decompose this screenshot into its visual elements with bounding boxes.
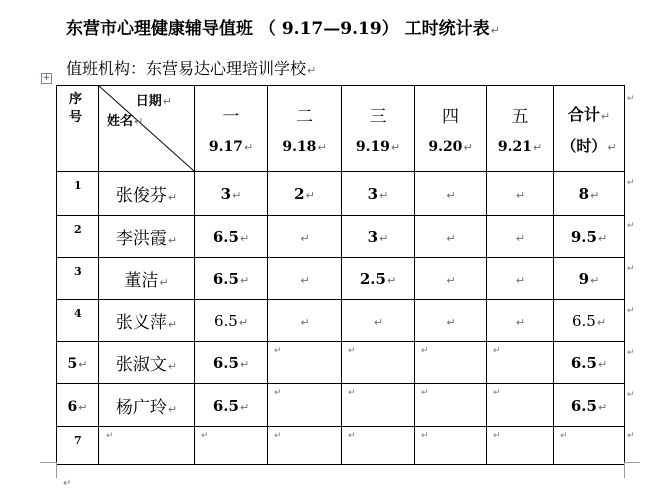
hours-cell: 6.5↵: [195, 216, 268, 258]
hours-value: 6.5: [212, 270, 239, 288]
total-header-label: 合计↵: [567, 104, 611, 124]
hours-cell: ↵: [342, 384, 415, 427]
row-number: 6: [67, 398, 78, 415]
hours-cell: 6.5↵: [195, 342, 268, 384]
total-cell: 9↵: [554, 258, 625, 300]
table-row: [57, 342, 625, 384]
row-end-mark: ↵: [627, 390, 635, 400]
hours-cell: 3↵: [342, 216, 415, 258]
hours-cell: ↵: [415, 172, 487, 216]
name-cell: 张义萍↵: [99, 300, 195, 342]
total-value: 8: [578, 185, 590, 203]
staff-name: 杨广玲: [115, 397, 167, 418]
staff-name: 张义萍: [115, 313, 167, 333]
seq-cell: [57, 216, 99, 258]
hours-cell: 3↵: [195, 172, 268, 216]
row-end-mark: ↵: [627, 178, 635, 188]
hours-cell: 2.5↵: [342, 258, 415, 300]
name-cell: 张俊芬↵: [99, 172, 195, 216]
seq-cell: [57, 427, 99, 465]
header-day-3: [342, 86, 415, 172]
header-day-1: [195, 86, 268, 172]
row-end-mark: ↵: [627, 221, 635, 231]
hours-cell: ↵: [487, 258, 554, 300]
hours-cell: 2↵: [268, 172, 342, 216]
total-cell: 6.5↵: [554, 384, 625, 427]
seq-cell: [57, 300, 99, 342]
table-row: [57, 258, 625, 300]
document-title: 东营市心理健康辅导值班 （ 9.17—9.19） 工时统计表↵: [66, 19, 500, 39]
crop-mark: [40, 462, 56, 463]
hours-cell: ↵: [268, 384, 342, 427]
hours-cell: ↵: [268, 342, 342, 384]
date-axis-label: 日期↵: [135, 94, 172, 109]
hours-cell: ↵: [268, 300, 342, 342]
hours-cell: ↵: [487, 342, 554, 384]
row-number: 4: [74, 307, 82, 320]
hours-value: 6.5: [212, 228, 239, 246]
staff-name: 张俊芬: [115, 186, 167, 206]
table-row: [57, 384, 625, 427]
hours-cell: 6.5↵: [195, 258, 268, 300]
name-cell: 董洁↵: [99, 258, 195, 300]
weekday-label: 二: [296, 107, 313, 127]
hours-cell: ↵: [268, 427, 342, 465]
date-label: 9.17↵: [208, 139, 254, 155]
hours-cell: ↵: [487, 216, 554, 258]
hours-cell: ↵: [268, 216, 342, 258]
hours-cell: ↵: [487, 300, 554, 342]
header-diagonal-cell: [99, 86, 195, 172]
hours-cell: 3↵: [342, 172, 415, 216]
hours-cell: ↵: [195, 427, 268, 465]
row-number: 2: [74, 223, 82, 236]
hours-cell: ↵: [487, 427, 554, 465]
total-value: 6.5: [571, 312, 596, 330]
hours-cell: ↵: [342, 300, 415, 342]
hours-value: 2: [294, 185, 305, 203]
paragraph-mark: ↵: [63, 478, 72, 489]
hours-cell: ↵: [415, 342, 487, 384]
total-cell: 8↵: [554, 172, 625, 216]
table-row: [57, 300, 625, 342]
header-total: [554, 86, 625, 172]
staff-name: 张淑文: [115, 355, 167, 375]
row-end-mark: ↵: [627, 431, 635, 441]
seq-cell: [57, 258, 99, 300]
seq-header-label: 序 号: [69, 92, 83, 125]
duty-organization: 值班机构：东营易达心理培训学校↵: [66, 59, 317, 78]
weekday-label: 五: [511, 107, 529, 127]
header-day-2: [268, 86, 342, 172]
date-label: 9.18↵: [282, 139, 327, 155]
hours-cell: 6.5↵: [195, 300, 268, 342]
staff-name: 李洪霞: [115, 229, 167, 249]
crop-mark: [624, 462, 625, 478]
hours-cell: ↵: [415, 258, 487, 300]
row-number: 7: [74, 434, 82, 447]
hours-cell: ↵: [487, 384, 554, 427]
hours-cell: ↵: [268, 258, 342, 300]
staff-name: 董洁: [124, 271, 159, 291]
header-seq-cell: [57, 86, 99, 172]
table-row: [57, 172, 625, 216]
hours-value: 6.5: [213, 312, 238, 330]
weekday-label: 三: [369, 107, 387, 127]
weekday-label: 四: [442, 107, 459, 127]
total-value: 6.5: [570, 396, 597, 415]
hours-value: 2.5: [359, 270, 386, 288]
hours-cell: ↵: [415, 216, 487, 258]
header-day-4: [415, 86, 487, 172]
total-cell: 9.5↵: [554, 216, 625, 258]
total-cell: ↵: [554, 427, 625, 465]
total-value: 9: [578, 270, 590, 288]
table-row: [57, 427, 625, 465]
seq-cell: [57, 172, 99, 216]
total-value: 6.5: [570, 354, 597, 372]
row-end-mark: ↵: [627, 94, 635, 104]
hours-cell: ↵: [415, 427, 487, 465]
hours-value: 3: [367, 185, 379, 203]
total-value: 9.5: [570, 228, 597, 246]
hours-cell: ↵: [342, 342, 415, 384]
row-end-mark: ↵: [627, 306, 635, 316]
name-cell: 李洪霞↵: [99, 216, 195, 258]
work-hours-table: [56, 85, 625, 465]
crop-mark: [56, 462, 57, 478]
name-cell: 杨广玲↵: [99, 384, 195, 427]
total-cell: 6.5↵: [554, 342, 625, 384]
name-cell: 张淑文↵: [99, 342, 195, 384]
total-cell: 6.5↵: [554, 300, 625, 342]
hours-cell: ↵: [487, 172, 554, 216]
seq-cell: 5↵: [57, 342, 99, 384]
hours-cell: ↵: [342, 427, 415, 465]
hours-cell: ↵: [415, 384, 487, 427]
hours-value: 3: [367, 228, 379, 246]
row-number: 3: [74, 265, 82, 278]
date-label: 9.20↵: [428, 139, 473, 155]
date-label: 9.19↵: [355, 139, 401, 155]
date-label: 9.21↵: [497, 139, 543, 155]
name-cell: ↵: [99, 427, 195, 465]
name-axis-label: 姓名↵: [107, 114, 144, 129]
weekday-label: 一: [222, 107, 240, 127]
hours-value: 3: [220, 185, 232, 203]
row-number: 5: [67, 356, 78, 372]
header-row: [57, 86, 625, 172]
seq-cell: 6↵: [57, 384, 99, 427]
row-end-mark: ↵: [627, 264, 635, 274]
table-row: [57, 216, 625, 258]
hours-cell: 6.5↵: [195, 384, 268, 427]
hours-value: 6.5: [212, 396, 239, 415]
table-move-handle-icon[interactable]: +: [42, 73, 51, 83]
header-day-5: [487, 86, 554, 172]
row-number: 1: [74, 179, 82, 192]
hours-cell: ↵: [415, 300, 487, 342]
total-unit-label: （时）↵: [561, 136, 617, 155]
row-end-mark: ↵: [627, 348, 635, 358]
hours-value: 6.5: [212, 354, 239, 372]
crop-mark: [624, 462, 640, 463]
